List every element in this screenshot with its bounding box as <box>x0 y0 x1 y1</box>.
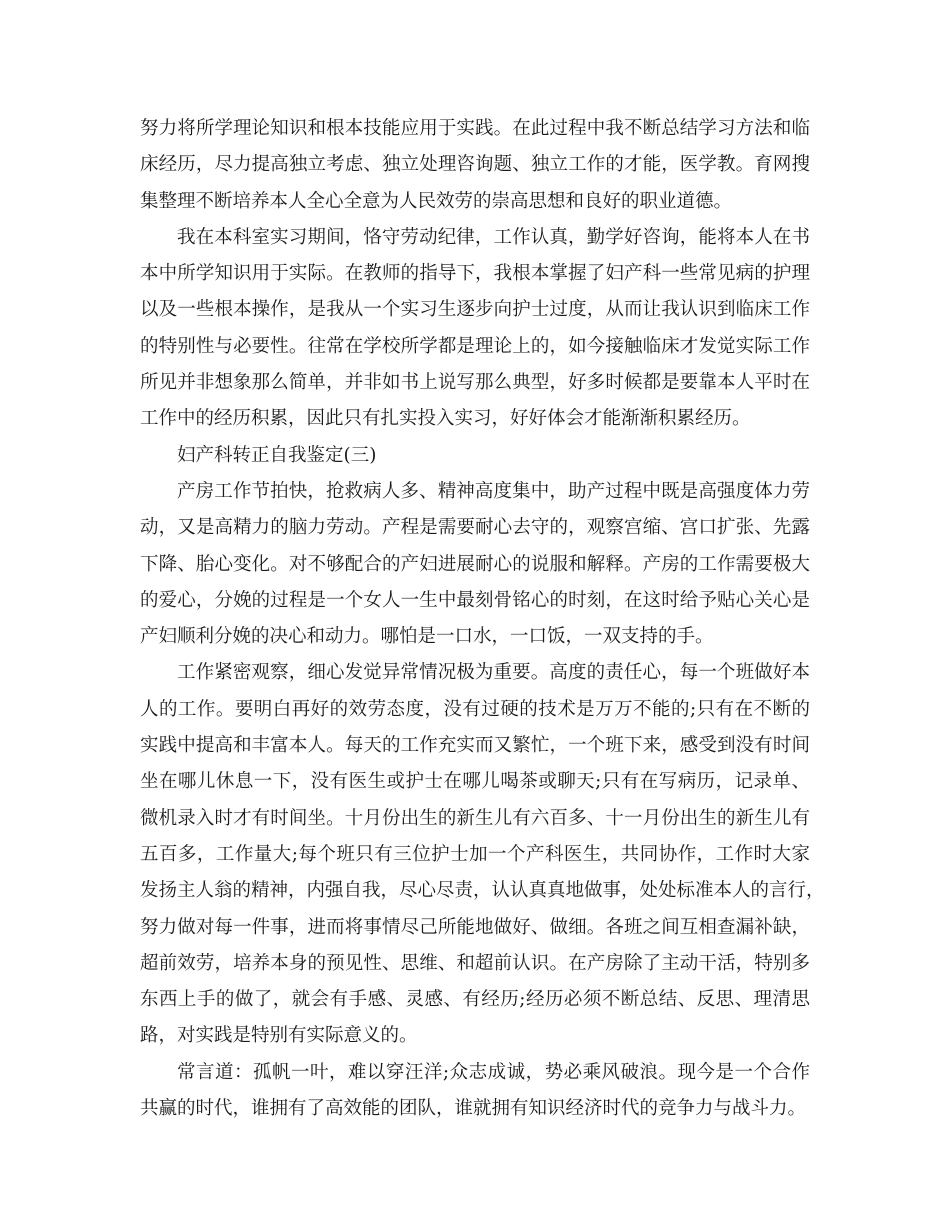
text-line: 所见并非想象那么简单，并非如书上说写那么典型，好多时候都是要靠本人平时在 <box>140 372 810 394</box>
text-line: 共赢的时代，谁拥有了高效能的团队，谁就拥有知识经济时代的竞争力与战斗力。 <box>140 1098 807 1120</box>
text-line: 的爱心，分娩的过程是一个女人一生中最刻骨铭心的时刻，在这时给予贴心关心是 <box>140 589 810 611</box>
text-line: 努力将所学理论知识和根本技能应用于实践。在此过程中我不断总结学习方法和临 <box>140 118 810 139</box>
text-line: 人的工作。要明白再好的效劳态度，没有过硬的技术是万万不能的;只有在不断的 <box>140 698 810 720</box>
text-line: 下降、胎心变化。对不够配合的产妇进展耐心的说服和解释。产房的工作需要极大 <box>140 553 810 575</box>
text-line: 动，又是高精力的脑力劳动。产程是需要耐心去守的，观察宫缩、宫口扩张、先露 <box>140 517 810 539</box>
text-line: 床经历，尽力提高独立考虑、独立处理咨询题、独立工作的才能，医学教。育网搜 <box>140 154 810 176</box>
text-line: 我在本科室实习期间，恪守劳动纪律，工作认真，勤学好咨询，能将本人在书 <box>177 226 810 248</box>
text-line: 本中所学知识用于实际。在教师的指导下，我根本掌握了妇产科一些常见病的护理 <box>140 263 810 285</box>
text-line: 实践中提高和丰富本人。每天的工作充实而又繁忙，一个班下来，感受到没有时间 <box>140 735 810 757</box>
text-line: 产房工作节拍快，抢救病人多、精神高度集中，助产过程中既是高强度体力劳 <box>177 480 810 502</box>
text-line: 超前效劳，培养本身的预见性、思维、和超前认识。在产房除了主动干活，特别多 <box>140 952 810 974</box>
text-line: 微机录入时才有时间坐。十月份出生的新生儿有六百多、十一月份出生的新生儿有 <box>140 807 810 829</box>
text-line: 的特别性与必要性。往常在学校所学都是理论上的，如今接触临床才发觉实际工作 <box>140 335 810 357</box>
text-line: 发扬主人翁的精神，内强自我，尽心尽责，认认真真地做事，处处标准本人的言行， <box>140 880 825 902</box>
text-line: 路，对实践是特别有实际意义的。 <box>140 1025 418 1047</box>
text-line: 五百多，工作量大;每个班只有三位护士加一个产科医生，共同协作，工作时大家 <box>140 843 810 865</box>
text-line: 坐在哪儿休息一下，没有医生或护士在哪儿喝茶或聊天;只有在写病历，记录单、 <box>140 771 810 793</box>
text-line: 妇产科转正自我鉴定(三) <box>177 444 377 466</box>
text-line: 集整理不断培养本人全心全意为人民效劳的崇高思想和良好的职业道德。 <box>140 190 733 212</box>
text-line: 东西上手的做了，就会有手感、灵感、有经历;经历必须不断总结、反思、理清思 <box>140 989 810 1011</box>
document-body <box>140 111 825 1127</box>
text-line: 工作紧密观察，细心发觉异常情况极为重要。高度的责任心，每一个班做好本 <box>177 662 810 684</box>
text-line: 常言道：孤帆一叶，难以穿汪洋;众志成诚，势必乘风破浪。现今是一个合作 <box>177 1061 810 1083</box>
text-line: 以及一些根本操作，是我从一个实习生逐步向护士过度，从而让我认识到临床工作 <box>140 299 810 321</box>
text-line: 努力做对每一件事，进而将事情尽己所能地做好、做细。各班之间互相查漏补缺， <box>140 916 810 938</box>
text-line: 产妇顺利分娩的决心和动力。哪怕是一口水，一口饭，一双支持的手。 <box>140 626 714 648</box>
text-line: 工作中的经历积累，因此只有扎实投入实习，好好体会才能渐渐积累经历。 <box>140 408 751 430</box>
